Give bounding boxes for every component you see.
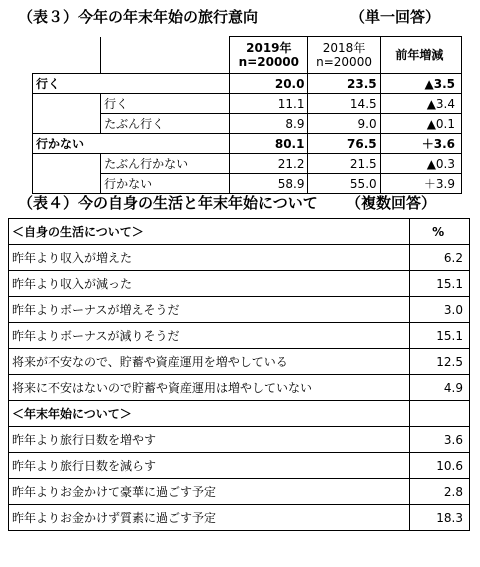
row-sub-label: たぶん行かない <box>101 154 230 174</box>
header-2019-n: n=20000 <box>238 55 300 69</box>
header-2018-year: 2018年 <box>322 41 366 55</box>
row-label: 昨年よりボーナスが増えそうだ <box>9 297 410 323</box>
value-diff: ▲0.1 <box>380 114 461 134</box>
value-2018: 9.0 <box>308 114 380 134</box>
table4-row <box>9 271 470 297</box>
value-2018: 14.5 <box>308 94 380 114</box>
table4-subtitle: （複数回答） <box>346 194 437 212</box>
row-value: 15.1 <box>410 323 470 349</box>
row-value: 3.0 <box>410 297 470 323</box>
header-2018-n: n=20000 <box>316 55 372 69</box>
header-empty-cell <box>101 37 230 74</box>
table4-row <box>9 375 470 401</box>
section-header-row <box>9 219 470 245</box>
unit-label: % <box>410 219 470 245</box>
row-sub-label: 行かない <box>101 174 230 194</box>
value-2018: 21.5 <box>308 154 380 174</box>
value-2019: 11.1 <box>230 94 308 114</box>
row-value: 6.2 <box>410 245 470 271</box>
value-2019: 58.9 <box>230 174 308 194</box>
row-label: 昨年より旅行日数を減らす <box>9 453 410 479</box>
row-sub-label: たぶん行く <box>101 114 230 134</box>
row-value: 18.3 <box>410 505 470 531</box>
value-2019: 80.1 <box>230 134 308 154</box>
table3-row <box>33 154 462 174</box>
value-2018: 23.5 <box>308 74 380 94</box>
unit-label <box>410 401 470 427</box>
table3-row <box>33 174 462 194</box>
table4-row <box>9 349 470 375</box>
header-diff: 前年増減 <box>380 37 461 74</box>
row-group-label: 行かない <box>33 134 101 154</box>
table3-row <box>33 94 462 114</box>
row-label: 昨年よりボーナスが減りそうだ <box>9 323 410 349</box>
row-value: 2.8 <box>410 479 470 505</box>
header-2018 <box>308 37 380 74</box>
table3-row <box>33 134 462 154</box>
travel-intention-table <box>32 36 462 194</box>
row-label: 将来に不安はないので貯蓄や資産運用は増やしていない <box>9 375 410 401</box>
table4-row <box>9 453 470 479</box>
row-label: 昨年より収入が増えた <box>9 245 410 271</box>
value-diff: ▲3.4 <box>380 94 461 114</box>
row-group-label <box>33 154 101 174</box>
table3-subtitle: （単一回答） <box>350 8 441 26</box>
value-2019: 21.2 <box>230 154 308 174</box>
value-2018: 76.5 <box>308 134 380 154</box>
table4-row <box>9 297 470 323</box>
table3-title: （表３）今年の年末年始の旅行意向 <box>18 8 259 26</box>
row-label: 将来が不安なので、貯蓄や資産運用を増やしている <box>9 349 410 375</box>
table3-header-row <box>33 37 462 74</box>
table3-row <box>33 114 462 134</box>
section-label: ＜年末年始について＞ <box>9 401 410 427</box>
section-header-row <box>9 401 470 427</box>
row-label: 昨年より収入が減った <box>9 271 410 297</box>
row-label: 昨年よりお金かけて豪華に過ごす予定 <box>9 479 410 505</box>
section-label: ＜自身の生活について＞ <box>9 219 410 245</box>
row-label: 昨年より旅行日数を増やす <box>9 427 410 453</box>
table4-row <box>9 427 470 453</box>
row-group-label: 行く <box>33 74 101 94</box>
row-value: 3.6 <box>410 427 470 453</box>
row-value: 4.9 <box>410 375 470 401</box>
row-sub-label <box>101 134 230 154</box>
row-value: 15.1 <box>410 271 470 297</box>
value-diff: ▲3.5 <box>380 74 461 94</box>
row-value: 10.6 <box>410 453 470 479</box>
header-empty-cell <box>33 37 101 74</box>
header-2019 <box>230 37 308 74</box>
lifestyle-table <box>8 218 470 531</box>
value-diff: ＋3.6 <box>380 134 461 154</box>
row-group-label <box>33 174 101 194</box>
table4-row <box>9 245 470 271</box>
value-2019: 8.9 <box>230 114 308 134</box>
table4-title: （表４）今の自身の生活と年末年始について <box>18 194 318 212</box>
row-group-label <box>33 94 101 114</box>
row-value: 12.5 <box>410 349 470 375</box>
table4-row <box>9 323 470 349</box>
row-sub-label <box>101 74 230 94</box>
value-2018: 55.0 <box>308 174 380 194</box>
header-2019-year: 2019年 <box>246 41 292 55</box>
value-2019: 20.0 <box>230 74 308 94</box>
row-label: 昨年よりお金かけず質素に過ごす予定 <box>9 505 410 531</box>
row-sub-label: 行く <box>101 94 230 114</box>
table4-row <box>9 505 470 531</box>
table3-row <box>33 74 462 94</box>
value-diff: ＋3.9 <box>380 174 461 194</box>
table4-row <box>9 479 470 505</box>
value-diff: ▲0.3 <box>380 154 461 174</box>
row-group-label <box>33 114 101 134</box>
